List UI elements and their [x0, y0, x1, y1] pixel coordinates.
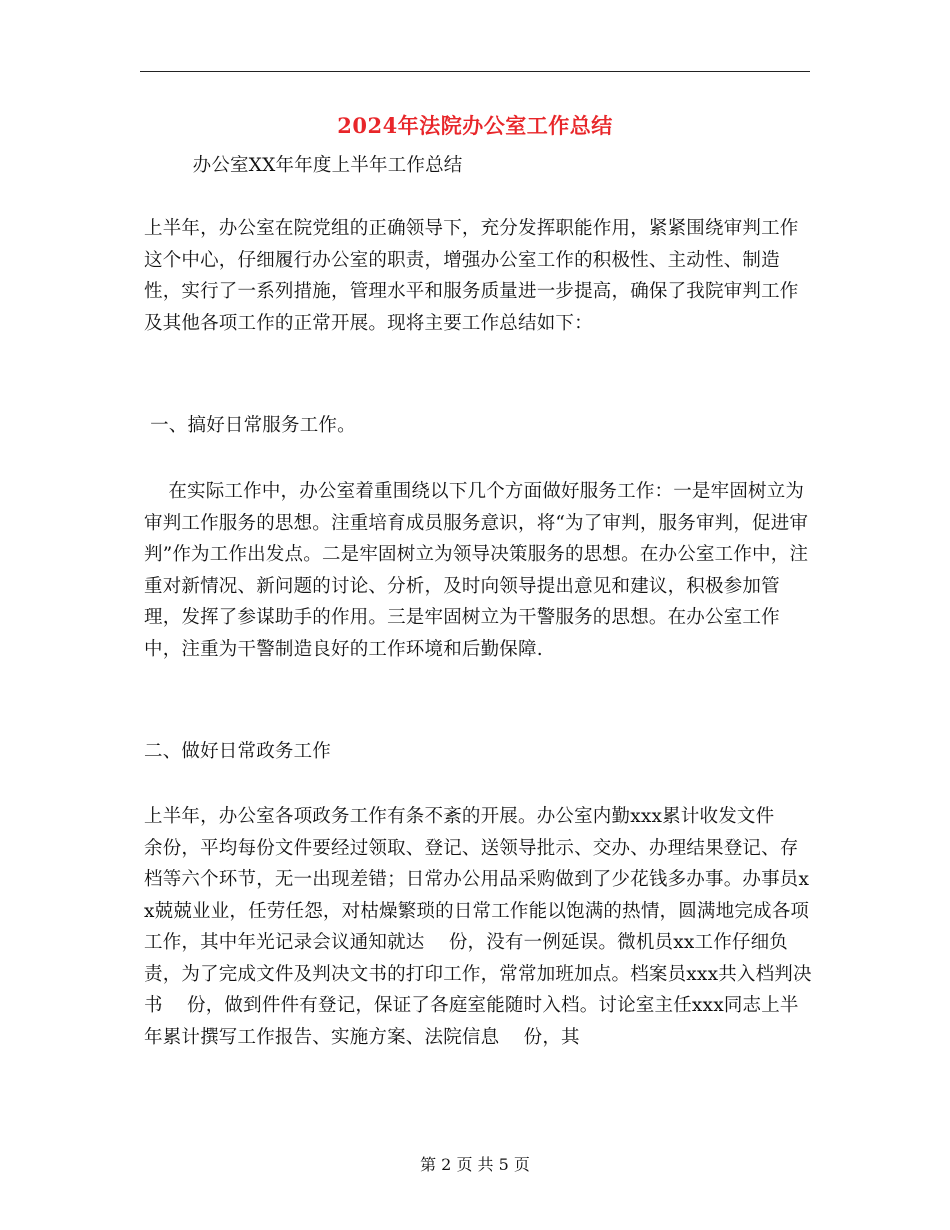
header-rule — [140, 71, 810, 72]
document-subtitle: 办公室XX年年度上半年工作总结 — [144, 155, 463, 176]
intro-paragraph: 上半年，办公室在院党组的正确领导下，充分发挥职能作用，紧紧围绕审判工作这个中心，仔细履行办公室的职责，增强办公室工作的积极性、主动性、制造性，实行了一系列措施，管理水平和服务质量进一步提高，确保了我院审判工作及其他各项工作的正常开展。现将主要工作总结如下： — [144, 218, 799, 334]
service-work-paragraph: 在实际工作中，办公室着重围绕以下几个方面做好服务工作：一是牢固树立为审判工作服务的思想。注重培育成员服务意识，将“为了审判，服务审判，促进审判”作为工作出发点。二是牢固树立为领导决策服务的思想。在办公室工作中，注重对新情况、新问题的讨论、分析，及时向领导提出意见和建议，积极参加管理，发挥了参谋助手的作用。三是牢固树立为干警服务的思想。在办公室工作中，注重为干警制造良好的工作环境和后勤保障. — [144, 481, 809, 660]
government-work-paragraph: 上半年，办公室各项政务工作有条不紊的开展。办公室内勤xxx累计收发文件 余份，平均每份文件要经过领取、登记、送领导批示、交办、办理结果登记、存档等六个环节，无一出现差错；日常办公用品采购做到了少花钱多办事。办事员xx兢兢业业，任劳任怨，对枯燥繁琐的日常工作能以饱满的热情，圆满地完成各项工作，其中年光记录会议通知就达 份，没有一例延误。微机员xx工作仔细负责，为了完成文件及判决文书的打印工作，常常加班加点。档案员xxx共入档判决书 份，做到件件有登记，保证了各庭室能随时入档。讨论室主任xxx同志上半年累计撰写工作报告、实施方案、法院信息 份，其 — [144, 806, 812, 1048]
page-number-footer: 第 2 页 共 5 页 — [420, 1155, 530, 1174]
document-title: 2024年法院办公室工作总结 — [337, 113, 613, 138]
section-heading-2: 二、做好日常政务工作 — [144, 741, 332, 762]
section-heading-1: 一、搞好日常服务工作。 — [144, 415, 356, 436]
